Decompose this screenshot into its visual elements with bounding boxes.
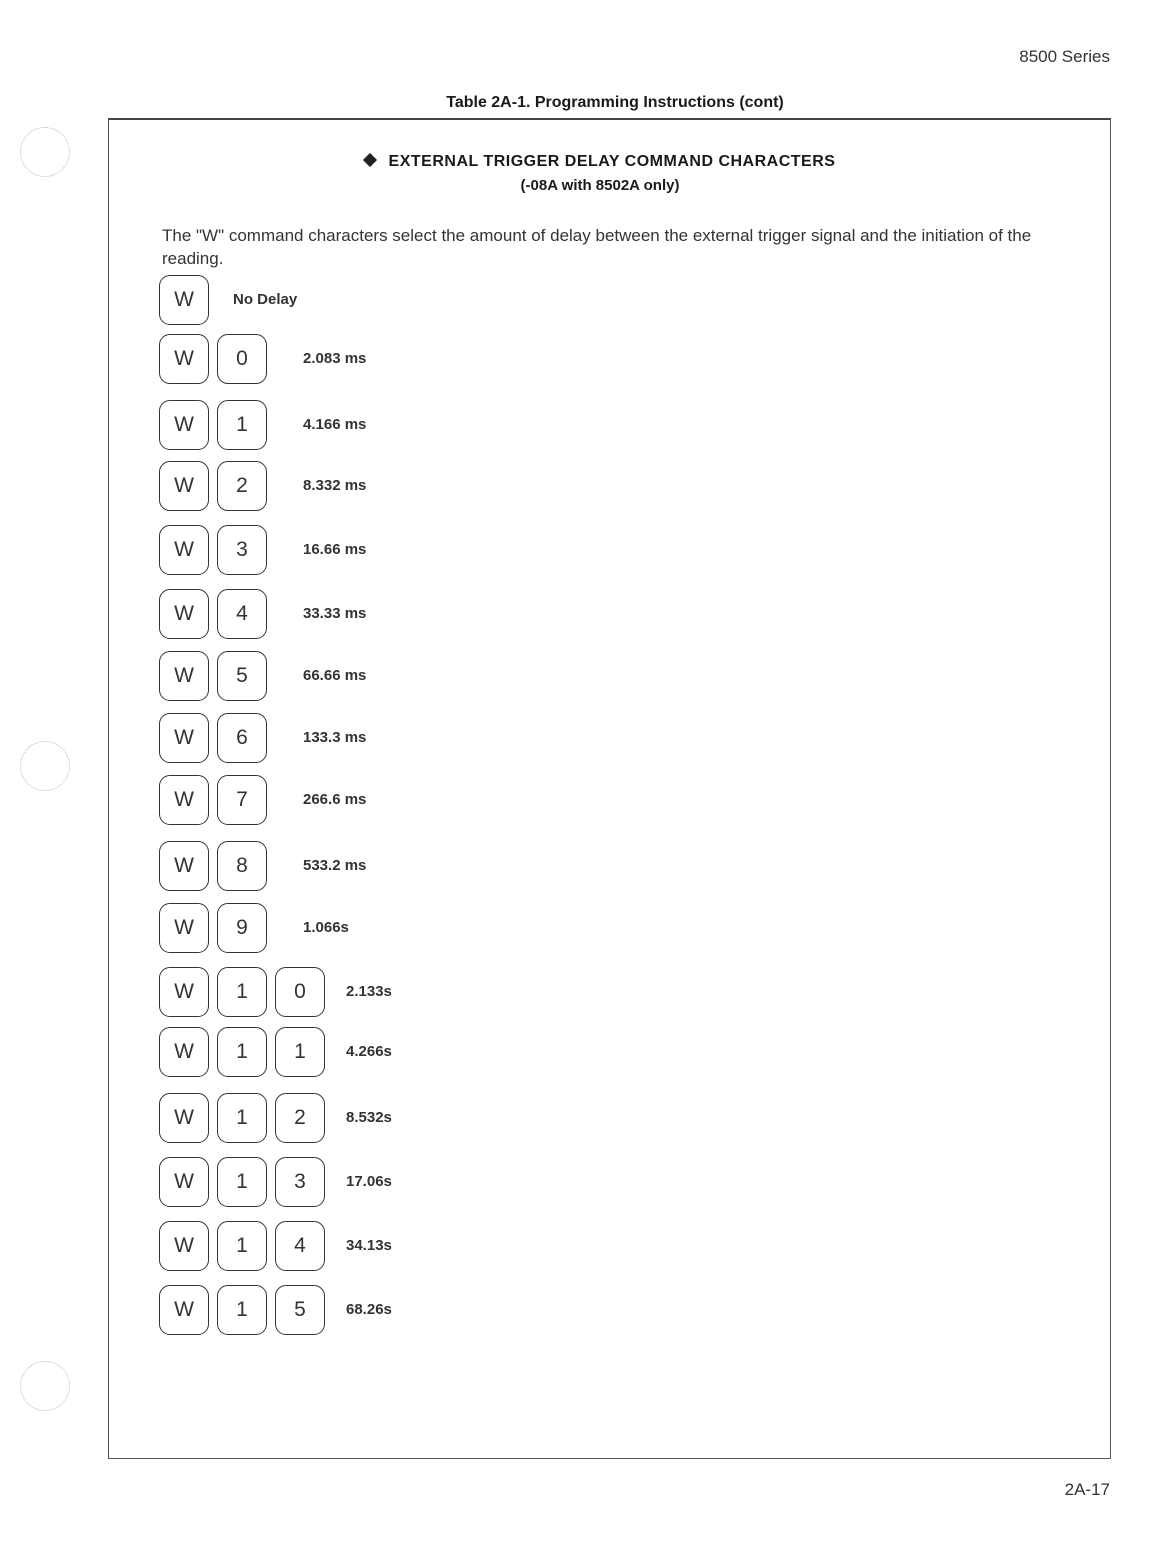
delay-value: 8.332 ms — [303, 477, 367, 494]
delay-value: 1.066s — [303, 919, 349, 936]
command-key: W — [159, 400, 209, 450]
delay-value: 16.66 ms — [303, 541, 367, 558]
command-key: 4 — [275, 1221, 325, 1271]
delay-value: 8.532s — [346, 1109, 392, 1126]
punch-hole — [20, 741, 70, 791]
command-key: W — [159, 334, 209, 384]
command-key: 0 — [217, 334, 267, 384]
punch-hole — [20, 1361, 70, 1411]
command-key: W — [159, 589, 209, 639]
delay-value: 4.266s — [346, 1043, 392, 1060]
command-key: 1 — [217, 1285, 267, 1335]
delay-value: 533.2 ms — [303, 857, 367, 874]
delay-value: 4.166 ms — [303, 416, 367, 433]
command-key: 2 — [275, 1093, 325, 1143]
command-key: 9 — [217, 903, 267, 953]
command-key: 5 — [217, 651, 267, 701]
command-key: 5 — [275, 1285, 325, 1335]
section-title — [0, 153, 1176, 171]
delay-value: 17.06s — [346, 1173, 392, 1190]
command-key: 1 — [217, 1221, 267, 1271]
command-key: 1 — [217, 1157, 267, 1207]
section-title-text: EXTERNAL TRIGGER DELAY COMMAND CHARACTERS — [388, 153, 836, 170]
delay-value: 66.66 ms — [303, 667, 367, 684]
delay-value: 2.083 ms — [303, 350, 367, 367]
command-key: 4 — [217, 589, 267, 639]
delay-value: 133.3 ms — [303, 729, 367, 746]
command-key: 2 — [217, 461, 267, 511]
command-key: W — [159, 525, 209, 575]
command-key: W — [159, 775, 209, 825]
command-key: W — [159, 713, 209, 763]
command-key: W — [159, 461, 209, 511]
command-key: W — [159, 1157, 209, 1207]
command-key: W — [159, 1285, 209, 1335]
series-label: 8500 Series — [1019, 47, 1110, 66]
command-key: 0 — [275, 967, 325, 1017]
section-subtitle: (-08A with 8502A only) — [520, 177, 680, 194]
command-key: W — [159, 1093, 209, 1143]
table-title: Table 2A-1. Programming Instructions (cont) — [446, 94, 784, 111]
command-key: 6 — [217, 713, 267, 763]
command-key: 1 — [217, 400, 267, 450]
command-key: 3 — [275, 1157, 325, 1207]
command-key: W — [159, 903, 209, 953]
intro-paragraph: The "W" command characters select the amount of delay between the external trigger signal and the initiation of the reading. — [162, 226, 1032, 268]
diamond-icon — [362, 153, 376, 167]
command-key: W — [159, 1027, 209, 1077]
command-key: 1 — [217, 1027, 267, 1077]
command-key: 1 — [275, 1027, 325, 1077]
delay-value: No Delay — [233, 291, 298, 308]
delay-value: 68.26s — [346, 1301, 392, 1318]
command-key: 8 — [217, 841, 267, 891]
delay-value: 34.13s — [346, 1237, 392, 1254]
delay-value: 2.133s — [346, 983, 392, 1000]
command-key: 1 — [217, 967, 267, 1017]
command-key: W — [159, 1221, 209, 1271]
command-key: W — [159, 275, 209, 325]
command-key: W — [159, 841, 209, 891]
delay-value: 266.6 ms — [303, 791, 367, 808]
command-key: W — [159, 967, 209, 1017]
command-key: 7 — [217, 775, 267, 825]
command-key: 1 — [217, 1093, 267, 1143]
command-key: 3 — [217, 525, 267, 575]
command-key: W — [159, 651, 209, 701]
page-number: 2A-17 — [1064, 1480, 1110, 1499]
delay-value: 33.33 ms — [303, 605, 367, 622]
